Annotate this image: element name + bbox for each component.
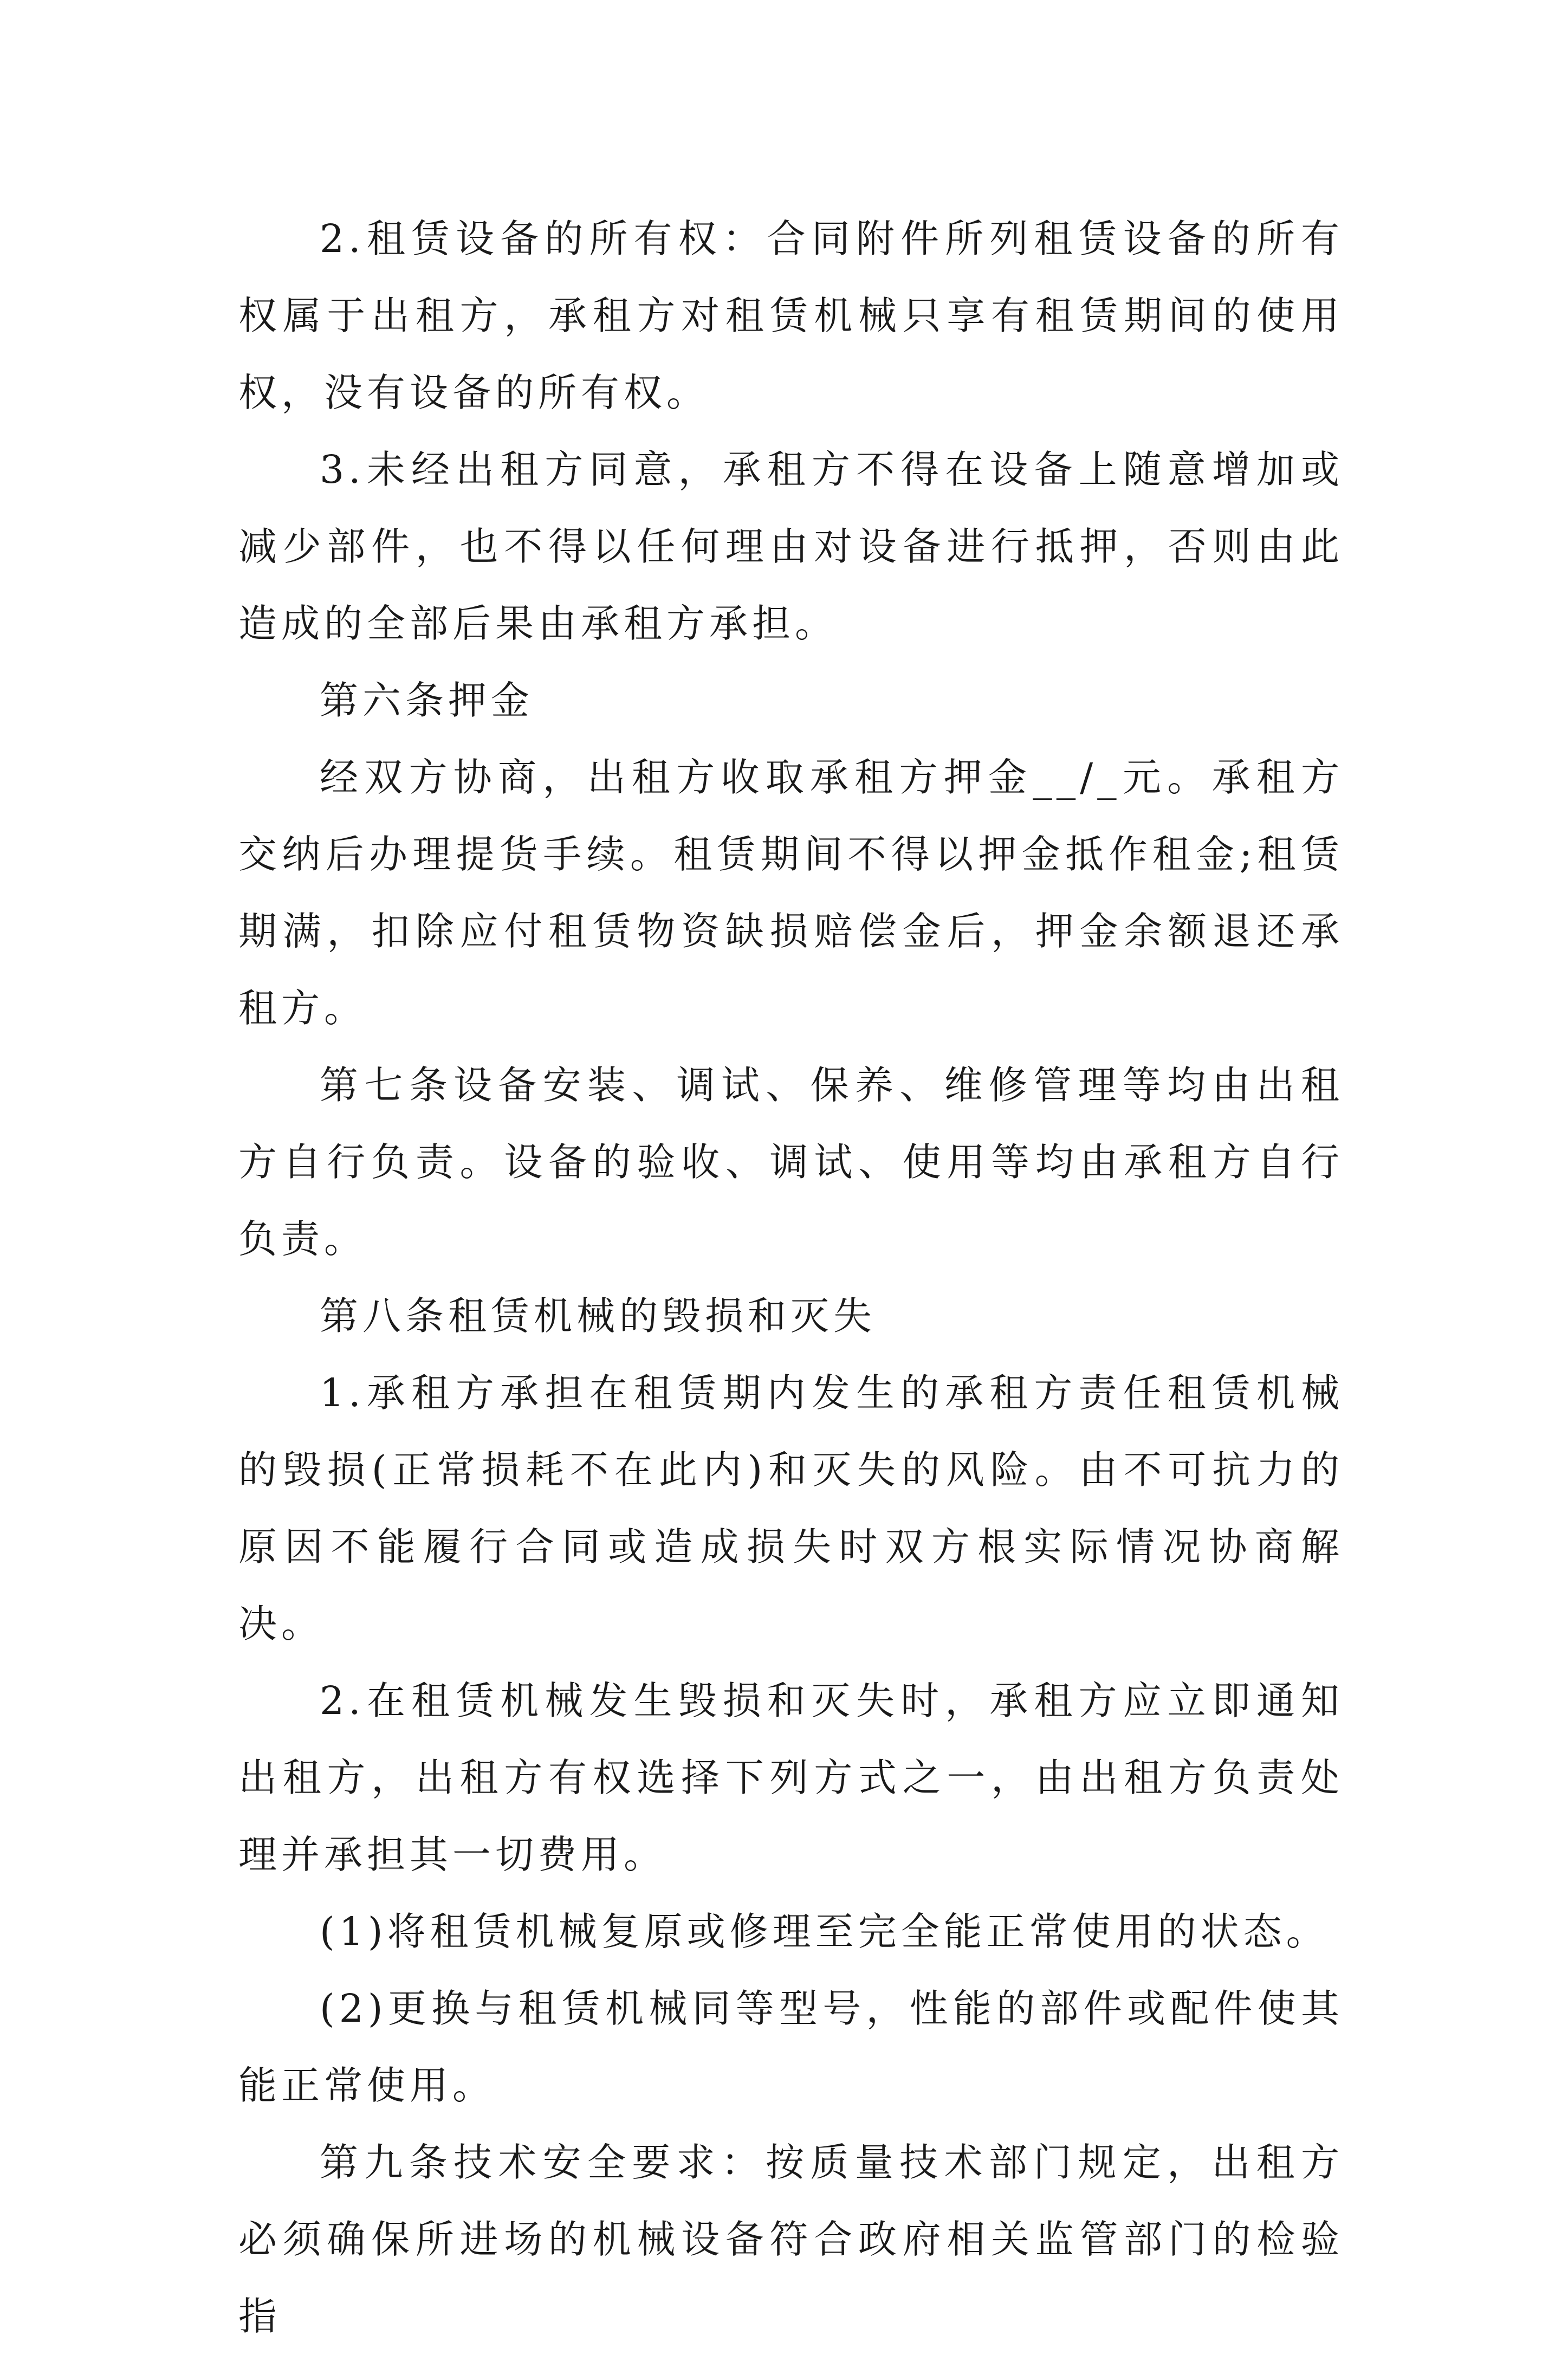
paragraph-deposit: 经双方协商，出租方收取承租方押金__/_元。承租方交纳后办理提货手续。租赁期间不得以押金抵作租金;租赁期满，扣除应付租赁物资缺损赔偿金后，押金余额退还承租方。 [238,755,1344,1031]
document-body [238,200,1344,2355]
heading-article-8-damage-loss: 第八条租赁机械的毁损和灭失 [320,1293,877,1338]
paragraph-no-modification: 3.未经出租方同意，承租方不得在设备上随意增加或减少部件，也不得以任何理由对设备进行抵押，否则由此造成的全部后果由承租方承担。 [238,447,1344,646]
heading-article-6-deposit: 第六条押金 [320,678,534,723]
paragraph-article-9-safety: 第九条技术安全要求：按质量技术部门规定，出租方必须确保所进场的机械设备符合政府相关监管部门的检验指 [238,2140,1344,2339]
paragraph-ownership: 2.租赁设备的所有权：合同附件所列租赁设备的所有权属于出租方，承租方对租赁机械只享有租赁期间的使用权，没有设备的所有权。 [238,216,1344,415]
paragraph-option-restore: (1)将租赁机械复原或修理至完全能正常使用的状态。 [320,1909,1329,1954]
paragraph-option-replace: (2)更换与租赁机械同等型号，性能的部件或配件使其能正常使用。 [238,1986,1344,2108]
paragraph-damage-risk: 1.承租方承担在租赁期内发生的承租方责任租赁机械的毁损(正常损耗不在此内)和灭失的风险。由不可抗力的原因不能履行合同或造成损失时双方根实际情况协商解决。 [238,1370,1344,1646]
paragraph-article-7-maintenance: 第七条设备安装、调试、保养、维修管理等均由出租方自行负责。设备的验收、调试、使用等均由承租方自行负责。 [238,1063,1344,1261]
paragraph-damage-notification: 2.在租赁机械发生毁损和灭失时，承租方应立即通知出租方，出租方有权选择下列方式之一，由出租方负责处理并承担其一切费用。 [238,1678,1344,1877]
